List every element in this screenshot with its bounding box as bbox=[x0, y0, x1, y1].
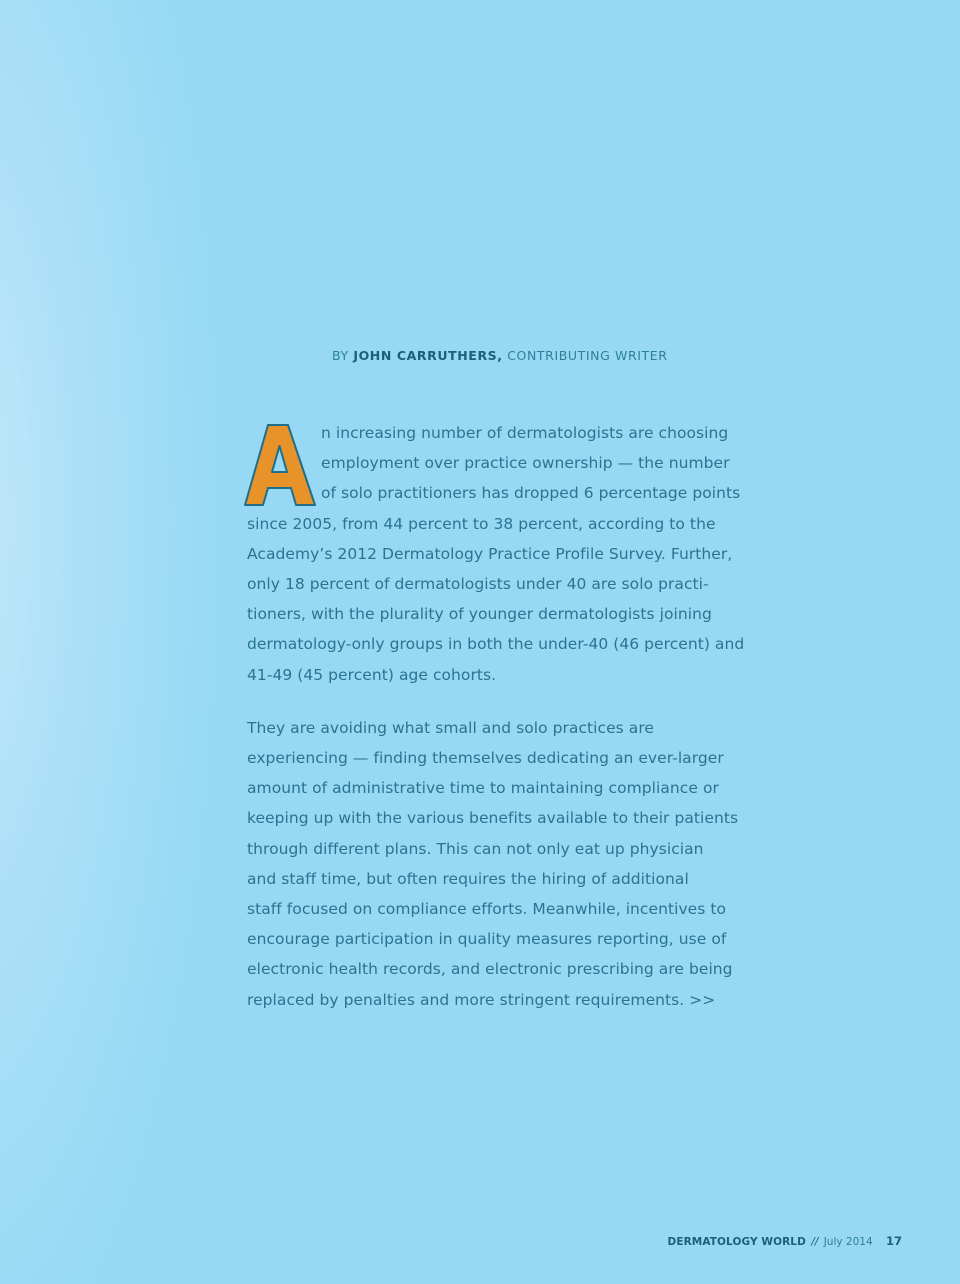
paragraph-2-line: They are avoiding what small and solo practices are bbox=[247, 718, 654, 737]
article-body bbox=[247, 418, 747, 1015]
paragraph-1 bbox=[247, 418, 747, 690]
magazine-name: DERMATOLOGY WORLD bbox=[667, 1236, 806, 1248]
page-footer bbox=[668, 1234, 903, 1248]
paragraph-1-line: n increasing number of dermatologists are choosing bbox=[321, 424, 729, 442]
paragraph-2 bbox=[247, 713, 747, 1015]
paragraph-2-line: experiencing — finding themselves dedicating an ever-larger bbox=[247, 749, 724, 768]
paragraph-1-line: of solo practitioners has dropped 6 percentage points bbox=[321, 484, 741, 503]
paragraph-2-line: encourage participation in quality measures reporting, use of bbox=[247, 930, 727, 949]
paragraph-1-line: employment over practice ownership — the number bbox=[321, 454, 730, 473]
paragraph-2-line: staff focused on compliance efforts. Meanwhile, incentives to bbox=[247, 900, 727, 919]
footer-separator: // bbox=[811, 1236, 819, 1248]
paragraph-1-line: 41-49 (45 percent) age cohorts. bbox=[247, 665, 497, 684]
drop-cap-letter: A bbox=[280, 503, 282, 505]
paragraph-2-line: through different plans. This can not only eat up physician bbox=[247, 839, 704, 858]
paragraph-1-line: dermatology-only groups in both the under-40 (46 percent) and bbox=[247, 635, 745, 654]
paragraph-2-line: electronic health records, and electronic prescribing are being bbox=[247, 960, 733, 979]
issue-date: July 2014 bbox=[823, 1236, 873, 1248]
paragraph-1-line: Academy’s 2012 Dermatology Practice Profile Survey. Further, bbox=[247, 544, 733, 563]
paragraph-1-line: since 2005, from 44 percent to 38 percent, according to the bbox=[247, 514, 716, 533]
byline-role: CONTRIBUTING WRITER bbox=[507, 348, 668, 363]
byline bbox=[332, 348, 668, 363]
drop-cap bbox=[244, 424, 316, 506]
paragraph-1-line: tioners, with the plurality of younger dermatologists joining bbox=[247, 605, 712, 624]
paragraph-2-line: replaced by penalties and more stringent requirements. >> bbox=[247, 990, 716, 1009]
paragraph-2-line: and staff time, but often requires the hiring of additional bbox=[247, 869, 689, 888]
paragraph-1-line: only 18 percent of dermatologists under 40 are solo practi- bbox=[247, 575, 709, 594]
byline-prefix: BY bbox=[332, 348, 349, 363]
byline-author: JOHN CARRUTHERS, bbox=[353, 348, 503, 363]
paragraph-2-line: amount of administrative time to maintaining compliance or bbox=[247, 779, 719, 798]
page-number: 17 bbox=[885, 1234, 902, 1248]
paragraph-2-line: keeping up with the various benefits available to their patients bbox=[247, 809, 739, 828]
